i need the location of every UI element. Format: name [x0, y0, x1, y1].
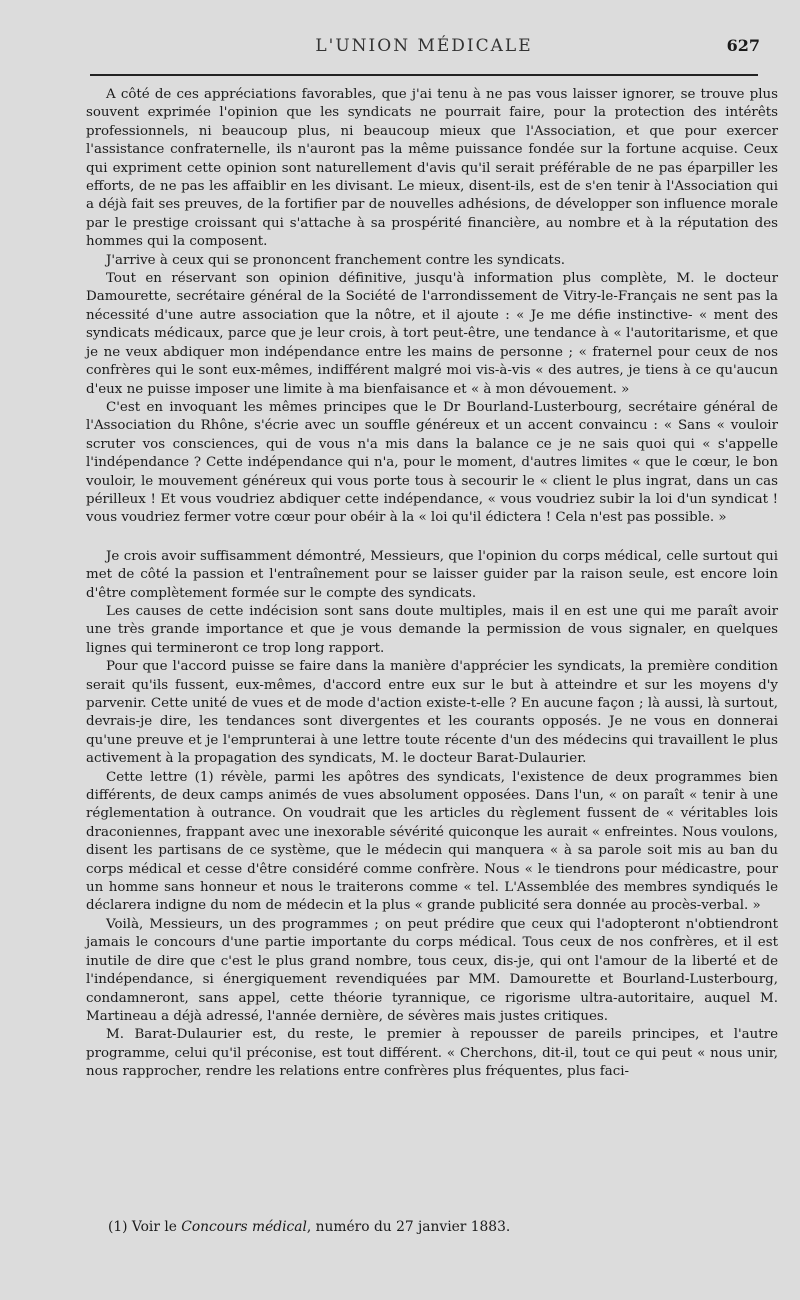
paragraph: A côté de ces appréciations favorables, que j'ai tenu à ne pas vous laisser ignorer, se trouve plus souvent exprimée l'opinion que les syndicats ne pourrait faire, pour la protection des intérêts professionnels, ni beaucoup plus, ni beaucoup mieux que l'Association, et que pour exercer l'assistance confraternelle, ils n'auront pas la même puissance fondée sur la fortune acquise. Ceux qui expriment cette opinion sont naturellement d'avis qu'il serait préférable de ne pas éparpiller les efforts, de ne pas les affaiblir en les divisant. Le mieux, disent-ils, est de s'en tenir à l'Association qui a déjà fait ses preuves, de la fortifier par de nouvelles adhésions, de développer son influence morale par le prestige croissant qui s'attache à sa prospérité financière, au nombre et à la réputation des hommes qui la composent.: [86, 87, 778, 250]
body-text: [86, 86, 778, 1082]
paragraph: Les causes de cette indécision sont sans doute multiples, mais il en est une qui me paraît avoir une très grande importance et que je vous demande la permission de vous signaler, en quelques lignes qui termineront ce trop long rapport.: [86, 603, 778, 656]
paragraph: Je crois avoir suffisamment démontré, Messieurs, que l'opinion du corps médical, celle surtout qui met de côté la passion et l'entraînement pour se laisser guider par la raison seule, est encore loin d'être complètement formée sur le compte des syndicats.: [86, 548, 778, 601]
footnote-suffix: , numéro du 27 janvier 1883.: [306, 1219, 511, 1235]
paragraph: C'est en invoquant les mêmes principes que le Dr Bourland-Lusterbourg, secrétaire général de l'Association du Rhône, s'écrie avec un souffle généreux et un accent convaincu : « Sans « vouloir scruter vos consciences, qui de vous n'a mis dans la balance ce je ne sais quoi qui « s'appelle l'indépendance ? Cette indépendance qui n'a, pour le moment, d'autres limites « que le cœur, le bon vouloir, le mouvement généreux qui vous porte tous à secourir le « client le plus ingrat, dans un cas périlleux ! Et vous voudriez abdiquer cette indépendance, « vous voudriez subir la loi d'un syndicat ! vous voudriez fermer votre cœur pour obéir à la « loi qu'il édictera ! Cela n'est pas possible. »: [86, 399, 778, 526]
running-title: L'UNION MÉDICALE: [315, 36, 533, 56]
footnote-source: Concours médical: [181, 1219, 307, 1235]
header-rule: [90, 74, 758, 76]
paragraph: Voilà, Messieurs, un des programmes ; on peut prédire que ceux qui l'adopteront n'obtiendront jamais le concours d'une partie importante du corps médical. Tous ceux de nos confrères, et il est inutile de dire que c'est le plus grand nombre, tous ceux, dis-je, qui ont l'amour de la liberté et de l'indépendance, si énergiquement revendiquées par MM. Damourette et Bourland-Lusterbourg, condamneront, sans appel, cette théorie tyrannique, ce rigorisme ultra-autoritaire, auquel M. Martineau a déjà adressé, l'année dernière, de sévères mais justes critiques.: [86, 916, 778, 1024]
paragraph: Cette lettre (1) révèle, parmi les apôtres des syndicats, l'existence de deux programmes bien différents, de deux camps animés de vues absolument opposées. Dans l'un, « on paraît « tenir à une réglementation à outrance. On voudrait que les articles du règlement fussent de « véritables lois draconiennes, frappant avec une inexorable sévérité quiconque les aurait « enfreintes. Nous voulons, disent les partisans de ce système, que le médecin qui manquera « à sa parole soit mis au ban du corps médical et cesse d'être considéré comme confrère. Nous « le tiendrons pour médicastre, pour un homme sans honneur et nous le traiterons comme « tel. L'Assemblée des membres syndiqués le déclarera indigne du nom de médecin et la plus « grande publicité sera donnée au procès-verbal. »: [86, 769, 778, 914]
paragraph: Tout en réservant son opinion définitive, jusqu'à information plus complète, M. le docteur Damourette, secrétaire général de la Société de l'arrondissement de Vitry-le-Français ne sent pas la nécessité d'une autre association que la nôtre, et il ajoute : « Je me défie instinctive- « ment des syndicats médicaux, parce que je leur crois, à tort peut-être, une tendance à « l'autoritarisme, et que je ne veux abdiquer mon indépendance entre les mains de personne ; « fraternel pour ceux de nos confrères qui le sont eux-mêmes, indifférent malgré moi vis-à-vis « des autres, je tiens à ce qu'aucun d'eux ne puisse imposer une limite à ma bienfaisance et « à mon dévouement. »: [86, 271, 778, 397]
page-header: [88, 36, 760, 72]
paragraph: M. Barat-Dulaurier est, du reste, le premier à repousser de pareils principes, et l'autre programme, celui qu'il préconise, est tout différent. « Cherchons, dit-il, tout ce qui peut « nous unir, nous rapprocher, rendre les relations entre confrères plus fréquentes, plus faci-: [86, 1027, 778, 1080]
paragraph: Pour que l'accord puisse se faire dans la manière d'apprécier les syndicats, la première condition serait qu'ils fussent, eux-mêmes, d'accord entre eux sur le but à atteindre et sur les moyens d'y parvenir. Cette unité de vues et de mode d'action existe-t-elle ? En aucune façon ; là aussi, là surtout, devrais-je dire, les tendances sont divergentes et les courants opposés. Je ne vous en donnerai qu'une preuve et je l'emprunterai à une lettre toute récente d'un des médecins qui travaillent le plus activement à la propagation des syndicats, M. le docteur Barat-Dulaurier.: [86, 659, 778, 767]
page-number: 627: [726, 36, 760, 55]
paragraph: J'arrive à ceux qui se prononcent franchement contre les syndicats.: [106, 252, 566, 268]
footnote: [108, 1218, 510, 1236]
footnote-prefix: (1) Voir le: [108, 1219, 182, 1235]
